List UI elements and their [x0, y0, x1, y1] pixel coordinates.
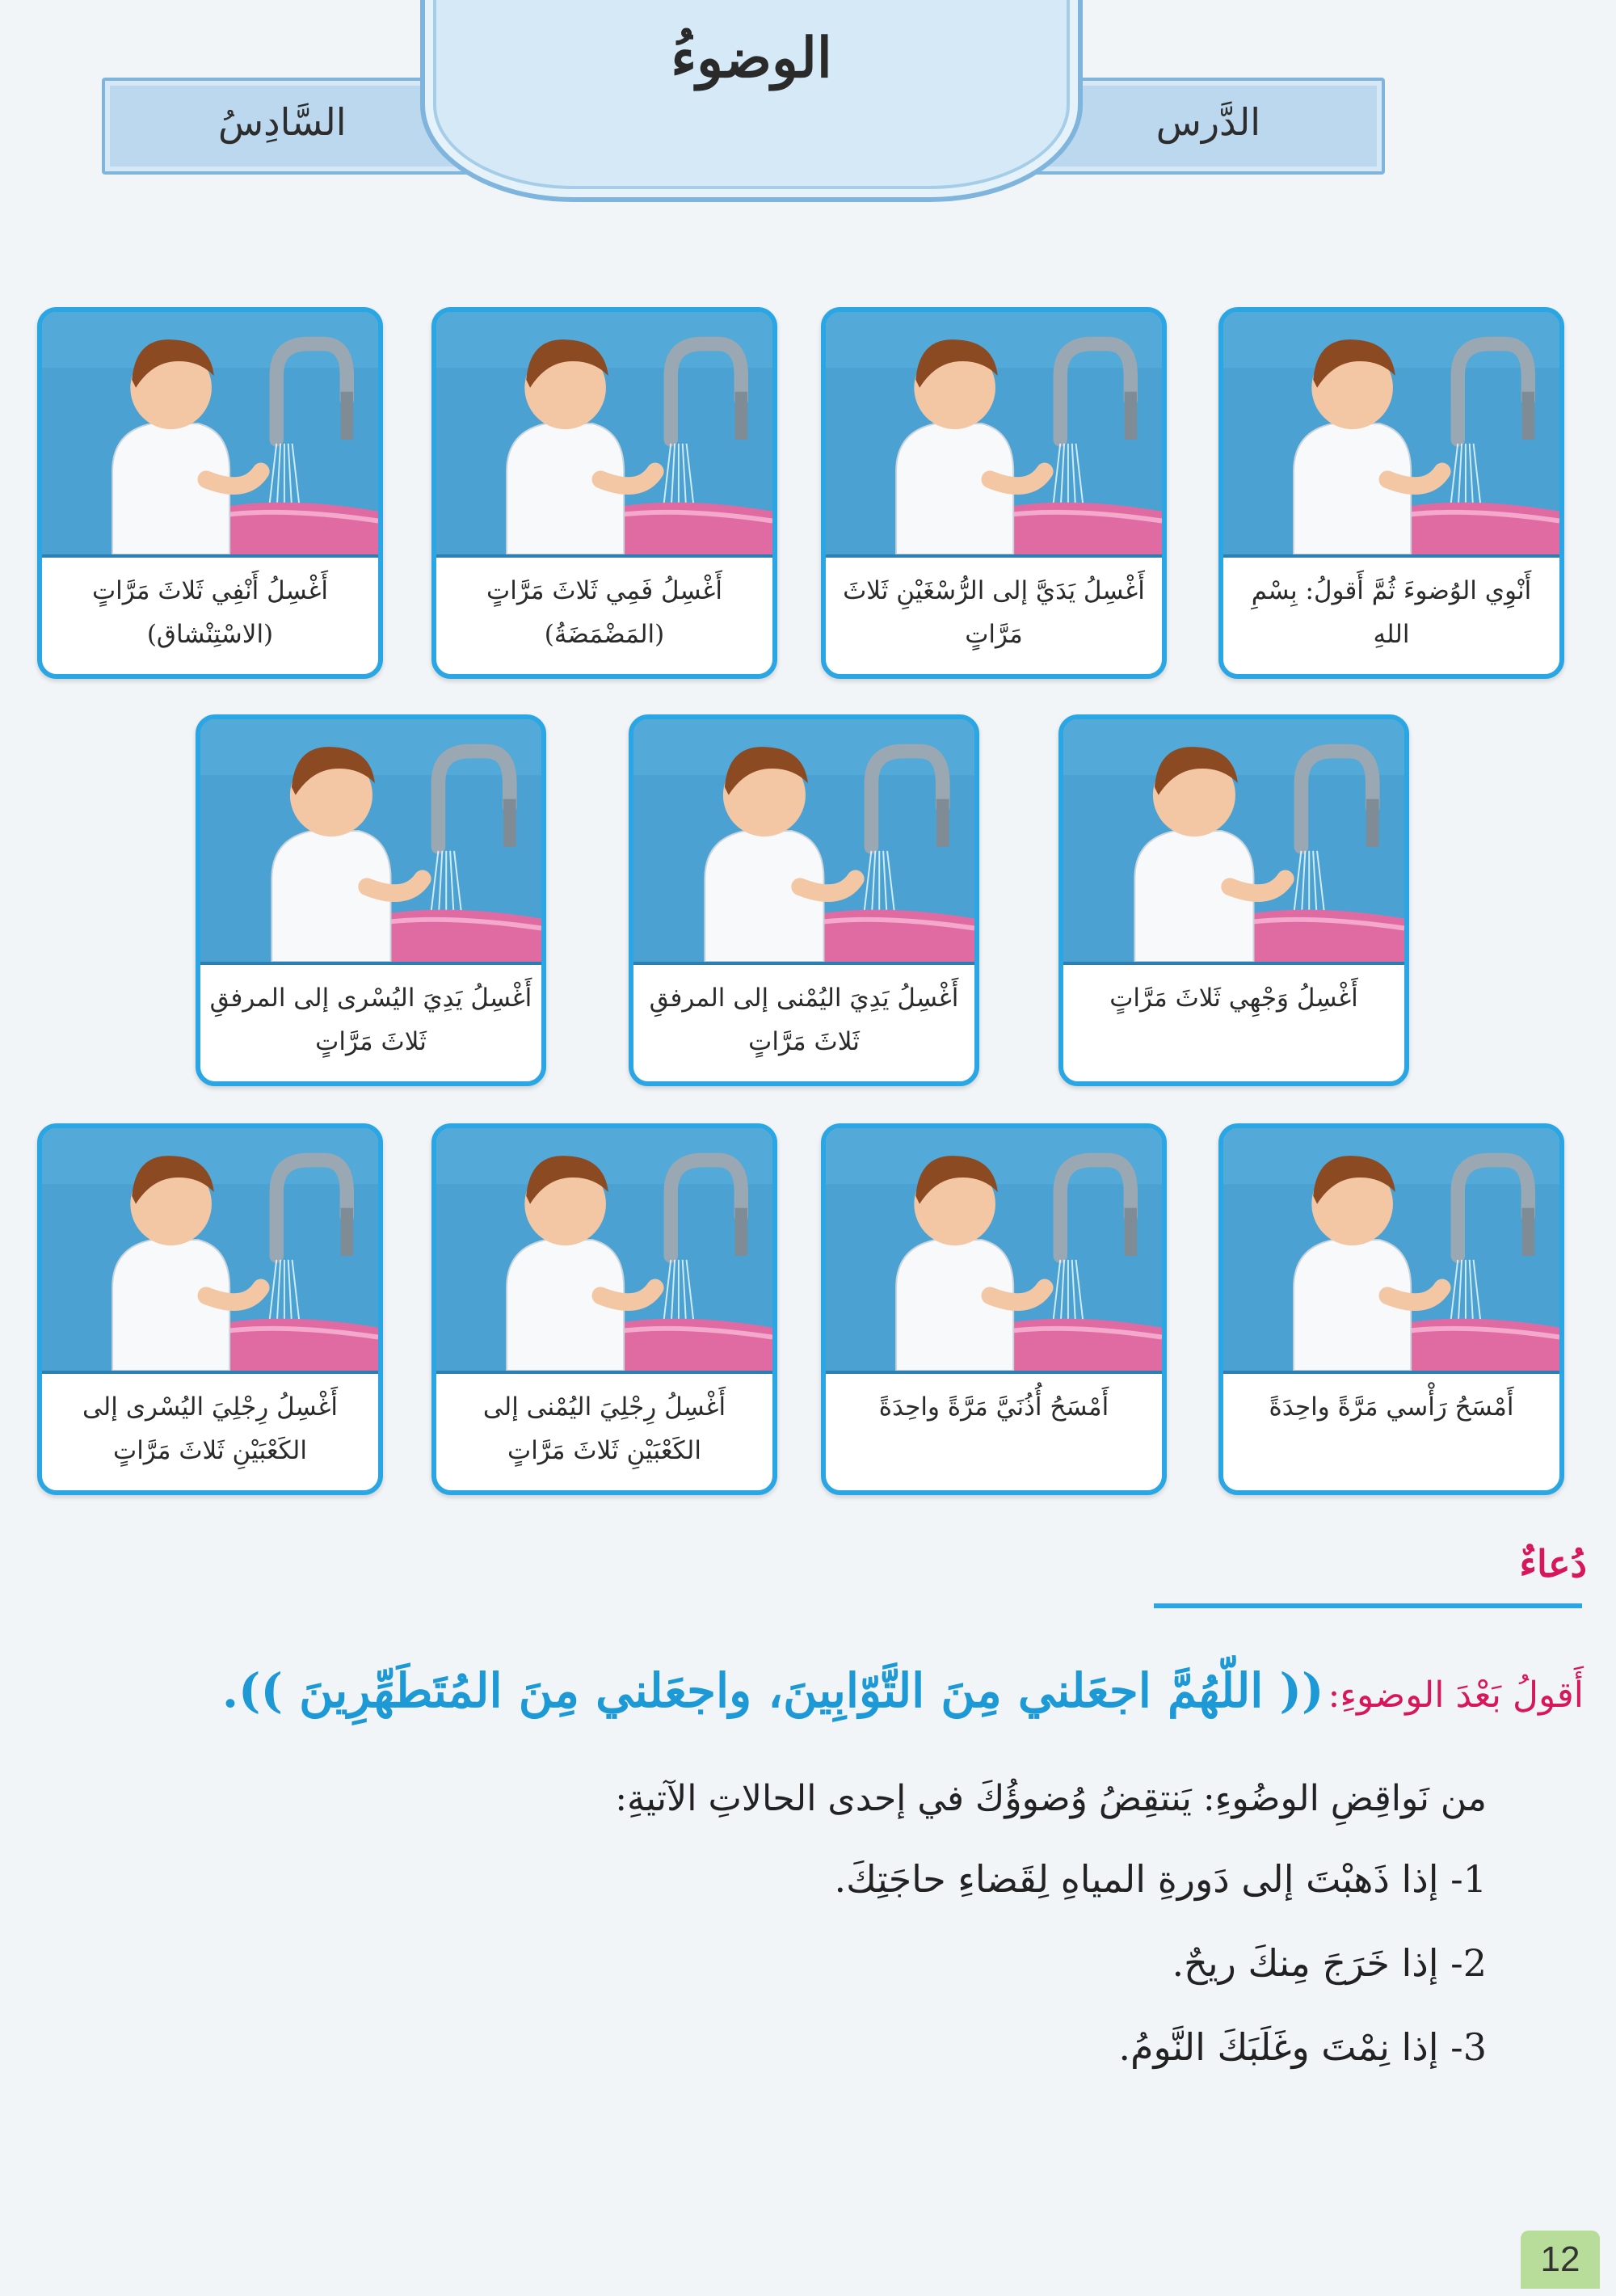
step-illustration	[826, 312, 1162, 558]
step-illustration	[1063, 719, 1404, 965]
page-number: 12	[1521, 2231, 1600, 2289]
step-illustration	[42, 1128, 378, 1374]
step-card-3	[431, 307, 777, 679]
step-illustration	[1223, 1128, 1559, 1374]
page-title: الوضوءُ	[671, 26, 832, 91]
nawaqid-item: 3- إذا نِمْتَ وغَلَبَكَ النَّومُ.	[1118, 2025, 1487, 2069]
lesson-number: السَّادِسُ	[218, 100, 347, 144]
nawaqid-item: 1- إذا ذَهبْتَ إلى دَورةِ المياهِ لِقَضاءِ حاجَتِكَ.	[834, 1857, 1487, 1901]
step-caption: أَغْسِلُ أَنْفِي ثَلاثَ مَرَّاتٍ (الاسْتِنْشاق)	[91, 576, 329, 649]
step-illustration	[436, 1128, 772, 1374]
step-card-8	[1218, 1123, 1564, 1495]
step-caption: أَغْسِلُ رِجْلِيَ اليُسْرى إلى الكَعْبَيْنِ ثَلاثَ مَرَّاتٍ	[82, 1392, 339, 1465]
step-caption: أَغْسِلُ يَدِيَ اليُسْرى إلى المرفقِ ثَلاثَ مَرَّاتٍ	[209, 984, 532, 1056]
step-illustration	[436, 312, 772, 558]
nawaqid-item: 2- إذا خَرَجَ مِنكَ ريحٌ.	[1172, 1941, 1487, 1985]
step-card-1	[1218, 307, 1564, 679]
lesson-label: الدَّرس	[1155, 100, 1260, 144]
title-plaque	[420, 0, 1083, 202]
step-caption: أَغْسِلُ يَدَيَّ إلى الرُّسْغَيْنِ ثَلاثَ مَرَّاتٍ	[843, 576, 1145, 649]
step-illustration	[826, 1128, 1162, 1374]
dua-heading: دُعاءٌ	[1519, 1542, 1587, 1586]
step-illustration	[1223, 312, 1559, 558]
step-caption: أَغْسِلُ رِجْلِيَ اليُمْنى إلى الكَعْبَيْنِ ثَلاثَ مَرَّاتٍ	[482, 1392, 726, 1465]
step-card-4	[37, 307, 383, 679]
step-card-2	[821, 307, 1167, 679]
step-card-5	[1058, 714, 1409, 1086]
step-caption: أَمْسَحُ رَأْسي مَرَّةً واحِدَةً	[1269, 1392, 1514, 1422]
step-card-10	[431, 1123, 777, 1495]
step-card-6	[629, 714, 979, 1086]
step-caption: أَغْسِلُ يَدِيَ اليُمْنى إلى المرفقِ ثَلاثَ مَرَّاتٍ	[649, 984, 959, 1056]
show-through-text	[145, 218, 1519, 275]
step-caption: أَمْسَحُ أُذُنَيَّ مَرَّةً واحِدَةً	[878, 1392, 1109, 1422]
dua-lead: أَقولُ بَعْدَ الوضوءِ:	[1328, 1675, 1584, 1716]
nawaqid-intro: من نَواقِضِ الوضُوءِ: يَنتقِضُ وُضوؤُكَ في إحدى الحالاتِ الآتيةِ:	[615, 1778, 1487, 1819]
step-card-9	[821, 1123, 1167, 1495]
step-illustration	[200, 719, 541, 965]
step-caption: أَغْسِلُ وَجْهِي ثَلاثَ مَرَّاتٍ	[1109, 984, 1358, 1013]
step-illustration	[42, 312, 378, 558]
step-caption: أَغْسِلُ فَمِي ثَلاثَ مَرَّاتٍ (المَضْمَضَةُ)	[486, 576, 722, 649]
step-card-7	[196, 714, 546, 1086]
dua-heading-rule	[1154, 1603, 1582, 1608]
step-card-11	[37, 1123, 383, 1495]
step-illustration	[633, 719, 974, 965]
dua-line	[210, 1663, 1584, 1718]
step-caption: أَنْوِي الوُضوءَ ثُمَّ أَقولُ: بِسْمِ اللهِ	[1251, 576, 1532, 649]
dua-text: (( اللّهُمَّ اجعَلني مِنَ التَّوّابِينَ، واجعَلني مِنَ المُتَطَهِّرِينَ )).	[221, 1663, 1324, 1718]
